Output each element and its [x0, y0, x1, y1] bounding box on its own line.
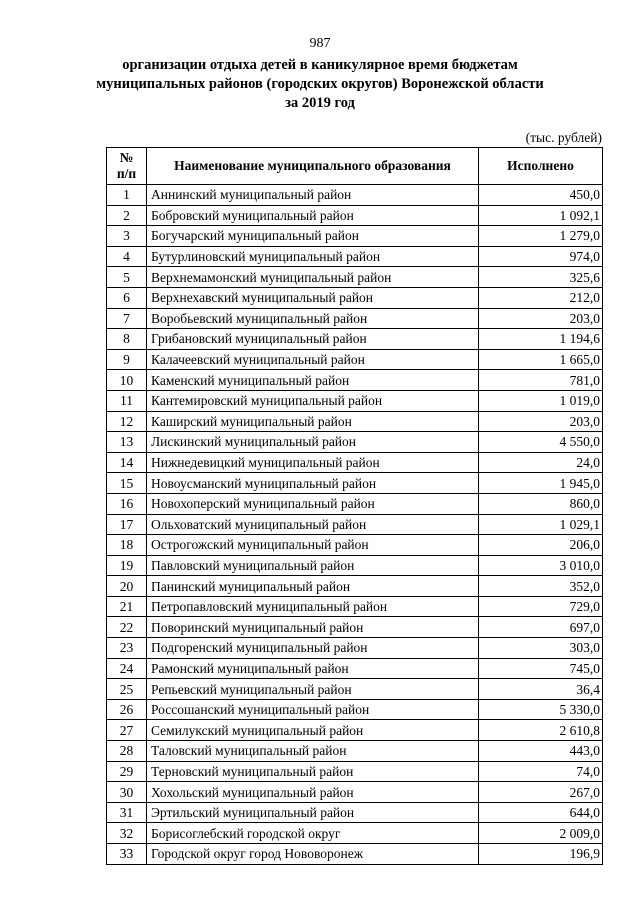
table-row: [107, 761, 603, 782]
row-number: 24: [107, 658, 147, 679]
row-number: 22: [107, 617, 147, 638]
row-value: 1 279,0: [479, 226, 603, 247]
row-name: Новоусманский муниципальный район: [147, 473, 479, 494]
row-number: 28: [107, 741, 147, 762]
row-name: Лискинский муниципальный район: [147, 432, 479, 453]
row-value: 781,0: [479, 370, 603, 391]
row-name: Верхнемамонский муниципальный район: [147, 267, 479, 288]
row-number: 21: [107, 596, 147, 617]
row-number: 11: [107, 390, 147, 411]
row-name: Борисоглебский городской округ: [147, 823, 479, 844]
row-value: 36,4: [479, 679, 603, 700]
row-number: 9: [107, 349, 147, 370]
row-name: Бобровский муниципальный район: [147, 205, 479, 226]
row-number: 27: [107, 720, 147, 741]
row-value: 212,0: [479, 287, 603, 308]
row-name: Богучарский муниципальный район: [147, 226, 479, 247]
row-value: 74,0: [479, 761, 603, 782]
table-row: [107, 617, 603, 638]
row-number: 17: [107, 514, 147, 535]
table-row: [107, 329, 603, 350]
row-name: Кантемировский муниципальный район: [147, 390, 479, 411]
header-name: Наименование муниципального образования: [147, 148, 479, 185]
page-number: 987: [309, 36, 331, 51]
table-row: [107, 205, 603, 226]
units-label: (тыс. рублей): [525, 130, 602, 145]
row-number: 31: [107, 802, 147, 823]
row-number: 33: [107, 844, 147, 865]
row-number: 1: [107, 185, 147, 206]
row-name: Каменский муниципальный район: [147, 370, 479, 391]
row-name: Семилукский муниципальный район: [147, 720, 479, 741]
row-number: 2: [107, 205, 147, 226]
row-name: Петропавловский муниципальный район: [147, 596, 479, 617]
table-row: [107, 535, 603, 556]
row-value: 267,0: [479, 782, 603, 803]
row-name: Острогожский муниципальный район: [147, 535, 479, 556]
table-row: [107, 823, 603, 844]
table-row: [107, 638, 603, 659]
row-value: 196,9: [479, 844, 603, 865]
row-value: 450,0: [479, 185, 603, 206]
table-row: [107, 390, 603, 411]
row-name: Ольховатский муниципальный район: [147, 514, 479, 535]
row-name: Поворинский муниципальный район: [147, 617, 479, 638]
table-row: [107, 514, 603, 535]
row-value: 3 010,0: [479, 555, 603, 576]
row-name: Панинский муниципальный район: [147, 576, 479, 597]
row-value: 644,0: [479, 802, 603, 823]
row-value: 24,0: [479, 452, 603, 473]
table-row: [107, 802, 603, 823]
row-value: 2 009,0: [479, 823, 603, 844]
row-value: 1 945,0: [479, 473, 603, 494]
header-number: [107, 148, 147, 185]
row-number: 18: [107, 535, 147, 556]
row-name: Грибановский муниципальный район: [147, 329, 479, 350]
table-row: [107, 658, 603, 679]
row-number: 13: [107, 432, 147, 453]
row-number: 10: [107, 370, 147, 391]
table-row: [107, 741, 603, 762]
table-row: [107, 473, 603, 494]
row-value: 206,0: [479, 535, 603, 556]
row-number: 32: [107, 823, 147, 844]
row-value: 1 019,0: [479, 390, 603, 411]
row-number: 12: [107, 411, 147, 432]
row-number: 20: [107, 576, 147, 597]
row-value: 974,0: [479, 246, 603, 267]
row-value: 729,0: [479, 596, 603, 617]
row-name: Рамонский муниципальный район: [147, 658, 479, 679]
row-number: 29: [107, 761, 147, 782]
row-value: 697,0: [479, 617, 603, 638]
row-value: 5 330,0: [479, 699, 603, 720]
table-row: [107, 370, 603, 391]
row-number: 15: [107, 473, 147, 494]
row-name: Бутурлиновский муниципальный район: [147, 246, 479, 267]
row-value: 2 610,8: [479, 720, 603, 741]
row-value: 1 665,0: [479, 349, 603, 370]
row-value: 1 029,1: [479, 514, 603, 535]
header-value: Исполнено: [479, 148, 603, 185]
table-row: [107, 720, 603, 741]
row-name: Таловский муниципальный район: [147, 741, 479, 762]
header-number-line2: п/п: [116, 166, 137, 181]
table-row: [107, 555, 603, 576]
row-name: Терновский муниципальный район: [147, 761, 479, 782]
row-number: 6: [107, 287, 147, 308]
row-name: Подгоренский муниципальный район: [147, 638, 479, 659]
table-row: [107, 349, 603, 370]
document-title: [60, 56, 580, 113]
row-value: 352,0: [479, 576, 603, 597]
table-row: [107, 493, 603, 514]
row-name: Верхнехавский муниципальный район: [147, 287, 479, 308]
header-number-line1: №: [119, 150, 134, 165]
row-number: 16: [107, 493, 147, 514]
row-name: Аннинский муниципальный район: [147, 185, 479, 206]
row-number: 4: [107, 246, 147, 267]
row-name: Каширский муниципальный район: [147, 411, 479, 432]
row-name: Нижнедевицкий муниципальный район: [147, 452, 479, 473]
row-value: 745,0: [479, 658, 603, 679]
row-number: 3: [107, 226, 147, 247]
row-value: 203,0: [479, 308, 603, 329]
table-row: [107, 185, 603, 206]
table-row: [107, 452, 603, 473]
row-value: 303,0: [479, 638, 603, 659]
row-name: Калачеевский муниципальный район: [147, 349, 479, 370]
row-number: 19: [107, 555, 147, 576]
row-value: 203,0: [479, 411, 603, 432]
row-value: 325,6: [479, 267, 603, 288]
table-row: [107, 226, 603, 247]
row-name: Россошанский муниципальный район: [147, 699, 479, 720]
row-value: 1 194,6: [479, 329, 603, 350]
title-line: за 2019 год: [285, 95, 355, 111]
row-number: 30: [107, 782, 147, 803]
row-number: 26: [107, 699, 147, 720]
row-name: Новохоперский муниципальный район: [147, 493, 479, 514]
row-number: 14: [107, 452, 147, 473]
table-row: [107, 699, 603, 720]
row-value: 860,0: [479, 493, 603, 514]
table-row: [107, 782, 603, 803]
row-value: 4 550,0: [479, 432, 603, 453]
table-row: [107, 246, 603, 267]
table-row: [107, 844, 603, 865]
table-row: [107, 596, 603, 617]
row-number: 7: [107, 308, 147, 329]
row-number: 23: [107, 638, 147, 659]
table-row: [107, 308, 603, 329]
row-name: Воробьевский муниципальный район: [147, 308, 479, 329]
table-row: [107, 287, 603, 308]
row-number: 25: [107, 679, 147, 700]
table-row: [107, 679, 603, 700]
row-name: Городской округ город Нововоронеж: [147, 844, 479, 865]
row-name: Павловский муниципальный район: [147, 555, 479, 576]
table-row: [107, 267, 603, 288]
table-row: [107, 411, 603, 432]
row-name: Эртильский муниципальный район: [147, 802, 479, 823]
allocation-table: [106, 147, 603, 865]
row-number: 8: [107, 329, 147, 350]
title-line: муниципальных районов (городских округов) Воронежской области: [96, 76, 544, 92]
row-value: 443,0: [479, 741, 603, 762]
row-value: 1 092,1: [479, 205, 603, 226]
title-line: организации отдыха детей в каникулярное время бюджетам: [122, 57, 518, 73]
table-row: [107, 432, 603, 453]
table-header-row: [107, 148, 603, 185]
row-name: Хохольский муниципальный район: [147, 782, 479, 803]
row-number: 5: [107, 267, 147, 288]
table-row: [107, 576, 603, 597]
row-name: Репьевский муниципальный район: [147, 679, 479, 700]
